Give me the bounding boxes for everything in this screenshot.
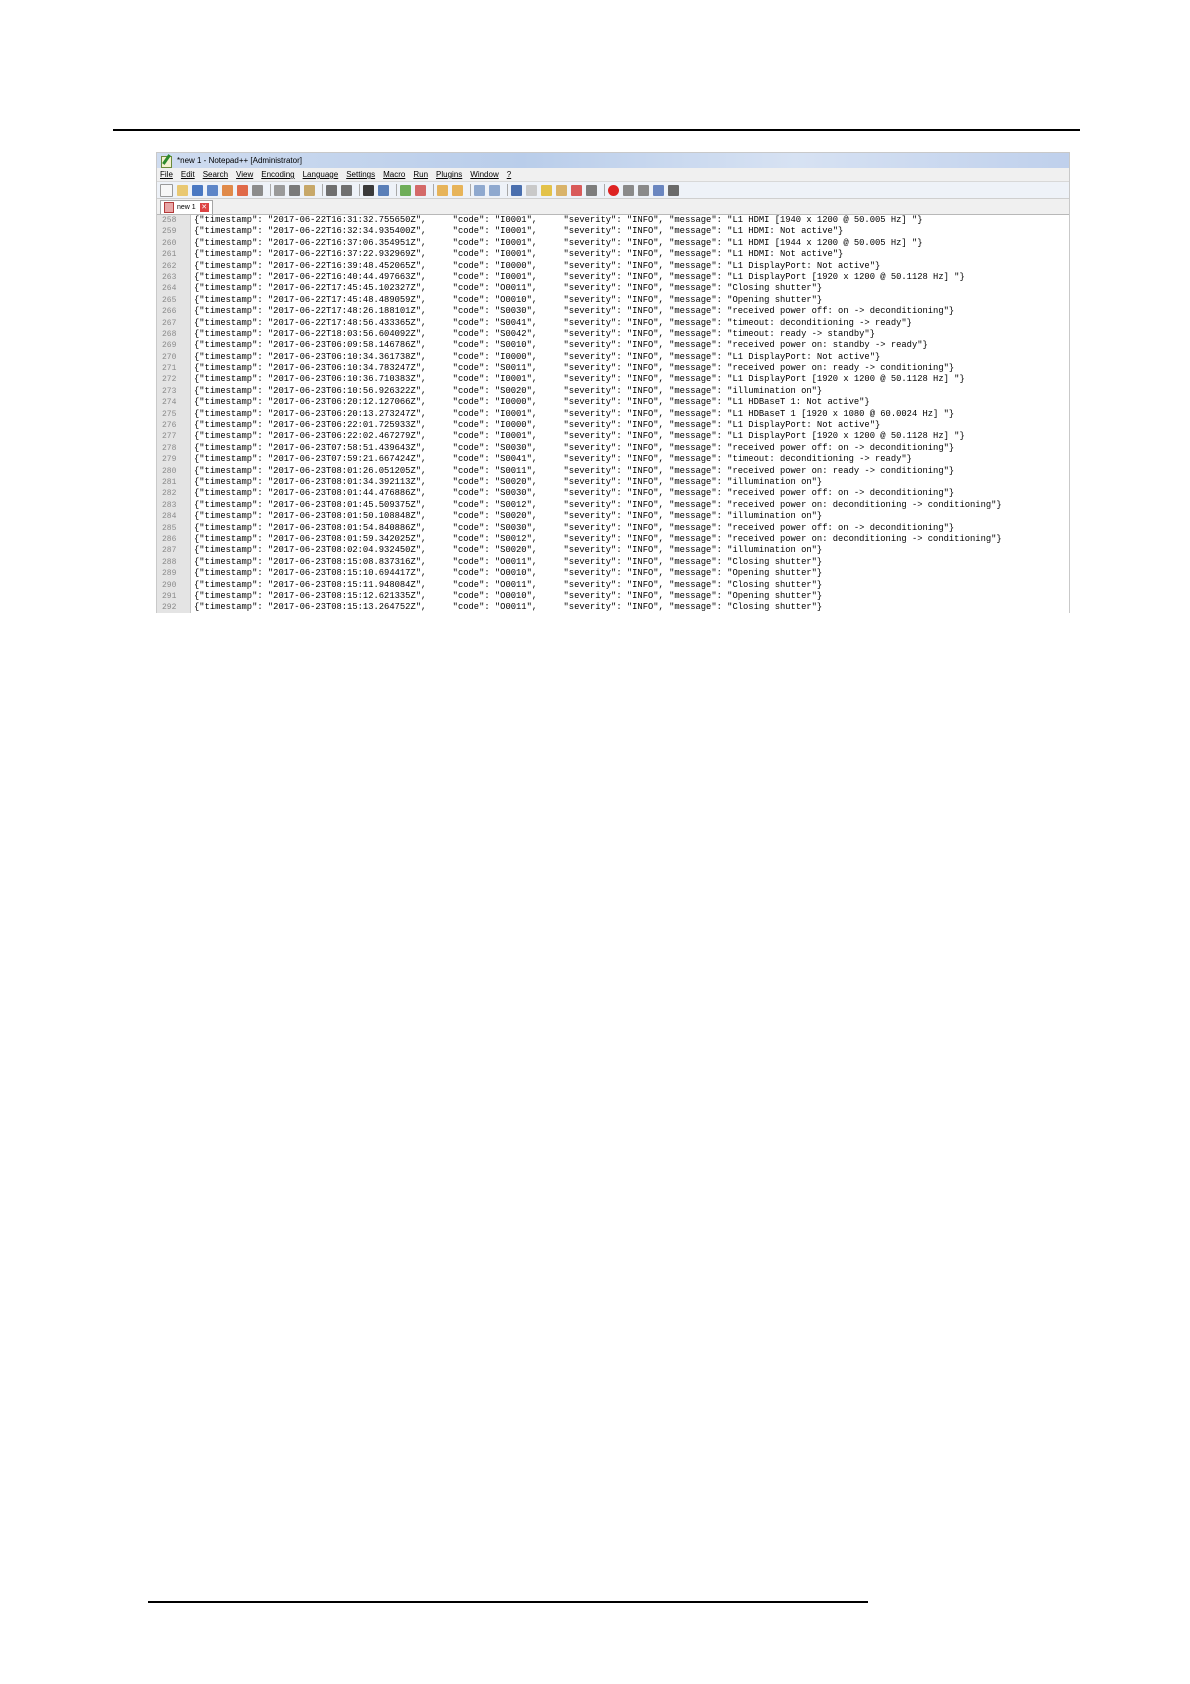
code-line[interactable]: {"timestamp": "2017-06-22T16:40:44.497663Z", "code": "I0001", "severity": "INFO", "message": "L1 DisplayPort [1920 x 1200 @ 50.1128 Hz] "} <box>194 271 965 282</box>
line-number: 260 <box>162 238 177 248</box>
sync-vertical-icon[interactable] <box>437 185 448 196</box>
line-number: 265 <box>162 295 177 305</box>
copy-icon[interactable] <box>289 185 300 196</box>
replace-icon[interactable] <box>378 185 389 196</box>
title-bar <box>157 153 1069 168</box>
close-all-icon[interactable] <box>237 185 248 196</box>
show-all-characters-icon[interactable] <box>489 185 500 196</box>
redo-icon[interactable] <box>341 185 352 196</box>
line-number: 285 <box>162 523 177 533</box>
code-line[interactable]: {"timestamp": "2017-06-22T17:48:26.188101Z", "code": "S0030", "severity": "INFO", "message": "received power off: on -> deconditioning"} <box>194 306 955 317</box>
line-number: 269 <box>162 341 177 351</box>
menu-language[interactable]: Language <box>302 170 339 179</box>
toolbar-separator <box>359 184 360 196</box>
line-number: 262 <box>162 261 177 271</box>
open-file-icon[interactable] <box>177 185 188 196</box>
line-number: 290 <box>162 580 177 590</box>
user-language-icon[interactable] <box>526 185 537 196</box>
line-number: 271 <box>162 364 177 374</box>
line-number: 274 <box>162 398 177 408</box>
line-number: 283 <box>162 500 177 510</box>
code-line[interactable]: {"timestamp": "2017-06-22T16:32:34.935400Z", "code": "I0001", "severity": "INFO", "message": "L1 HDMI: Not active"} <box>194 226 844 237</box>
line-number: 281 <box>162 477 177 487</box>
code-line[interactable]: {"timestamp": "2017-06-22T18:03:56.604092Z", "code": "S0042", "severity": "INFO", "message": "timeout: ready -> standby"} <box>194 328 875 339</box>
line-number: 258 <box>162 216 177 225</box>
menu-help[interactable]: ? <box>506 170 512 179</box>
code-line[interactable]: {"timestamp": "2017-06-23T08:02:04.932450Z", "code": "S0020", "severity": "INFO", "message": "illumination on"} <box>194 545 823 556</box>
code-line[interactable]: {"timestamp": "2017-06-23T08:15:13.264752Z", "code": "O0011", "severity": "INFO", "message": "Closing shutter"} <box>194 602 823 613</box>
line-number: 264 <box>162 284 177 294</box>
find-icon[interactable] <box>363 185 374 196</box>
code-line[interactable]: {"timestamp": "2017-06-23T06:10:36.710383Z", "code": "I0001", "severity": "INFO", "message": "L1 DisplayPort [1920 x 1200 @ 50.1128 Hz] "} <box>194 374 965 385</box>
menu-search[interactable]: Search <box>202 170 229 179</box>
code-line[interactable]: {"timestamp": "2017-06-23T06:22:02.467279Z", "code": "I0001", "severity": "INFO", "message": "L1 DisplayPort [1920 x 1200 @ 50.1128 Hz] "} <box>194 431 965 442</box>
line-number: 284 <box>162 512 177 522</box>
cut-icon[interactable] <box>274 185 285 196</box>
tab-bar <box>157 199 1069 215</box>
line-number: 276 <box>162 421 177 431</box>
toolbar-separator <box>433 184 434 196</box>
code-line[interactable]: {"timestamp": "2017-06-22T17:45:45.102327Z", "code": "O0011", "severity": "INFO", "message": "Closing shutter"} <box>194 283 823 294</box>
code-line[interactable]: {"timestamp": "2017-06-23T08:15:12.621335Z", "code": "O0010", "severity": "INFO", "message": "Opening shutter"} <box>194 590 823 601</box>
code-line[interactable]: {"timestamp": "2017-06-23T08:01:44.476886Z", "code": "S0030", "severity": "INFO", "message": "received power off: on -> deconditioning"} <box>194 488 955 499</box>
zoom-in-icon[interactable] <box>400 185 411 196</box>
line-number: 267 <box>162 318 177 328</box>
print-icon[interactable] <box>252 185 263 196</box>
code-line[interactable]: {"timestamp": "2017-06-23T08:01:26.051205Z", "code": "S0011", "severity": "INFO", "message": "received power on: ready -> conditioning"} <box>194 465 955 476</box>
zoom-out-icon[interactable] <box>415 185 426 196</box>
undo-icon[interactable] <box>326 185 337 196</box>
toolbar-separator <box>270 184 271 196</box>
line-number: 286 <box>162 534 177 544</box>
close-icon[interactable]: ✕ <box>201 203 208 211</box>
save-icon[interactable] <box>192 185 203 196</box>
line-number: 282 <box>162 489 177 499</box>
code-line[interactable]: {"timestamp": "2017-06-23T07:59:21.667424Z", "code": "S0041", "severity": "INFO", "message": "timeout: deconditioning -> ready"} <box>194 454 912 465</box>
code-line[interactable]: {"timestamp": "2017-06-22T17:45:48.489059Z", "code": "O0010", "severity": "INFO", "message": "Opening shutter"} <box>194 294 823 305</box>
menu-encoding[interactable]: Encoding <box>261 170 295 179</box>
editor-area[interactable] <box>157 215 1069 613</box>
code-line[interactable]: {"timestamp": "2017-06-23T06:10:34.783247Z", "code": "S0011", "severity": "INFO", "message": "received power on: ready -> conditioning"} <box>194 363 955 374</box>
line-number: 275 <box>162 409 177 419</box>
line-number: 279 <box>162 455 177 465</box>
document-map-icon[interactable] <box>541 185 552 196</box>
line-number: 266 <box>162 307 177 317</box>
menu-macro[interactable]: Macro <box>383 170 406 179</box>
menu-file[interactable]: File <box>160 170 173 179</box>
line-number: 261 <box>162 250 177 260</box>
line-number: 272 <box>162 375 177 385</box>
menu-settings[interactable]: Settings <box>346 170 376 179</box>
line-number: 280 <box>162 466 177 476</box>
line-number: 268 <box>162 329 177 339</box>
line-number: 273 <box>162 386 177 396</box>
word-wrap-icon[interactable] <box>474 185 485 196</box>
code-line[interactable]: {"timestamp": "2017-06-23T08:01:54.840886Z", "code": "S0030", "severity": "INFO", "message": "received power off: on -> deconditioning"} <box>194 522 955 533</box>
code-line[interactable]: {"timestamp": "2017-06-23T08:01:59.342025Z", "code": "S0012", "severity": "INFO", "message": "received power on: deconditioning -> conditioning"} <box>194 533 1002 544</box>
line-number: 259 <box>162 227 177 237</box>
toolbar-separator <box>470 184 471 196</box>
function-list-icon[interactable] <box>556 185 567 196</box>
menu-plugins[interactable]: Plugins <box>436 170 463 179</box>
line-number: 263 <box>162 272 177 282</box>
indent-guide-icon[interactable] <box>511 185 522 196</box>
code-line[interactable]: {"timestamp": "2017-06-23T08:15:11.948084Z", "code": "O0011", "severity": "INFO", "message": "Closing shutter"} <box>194 579 823 590</box>
notepad-plus-plus-icon <box>160 155 173 167</box>
code-line[interactable]: {"timestamp": "2017-06-23T06:10:34.361738Z", "code": "I0000", "severity": "INFO", "message": "L1 DisplayPort: Not active"} <box>194 351 881 362</box>
menu-window[interactable]: Window <box>470 170 499 179</box>
playback-macro-icon[interactable] <box>638 185 649 196</box>
code-line[interactable]: {"timestamp": "2017-06-22T16:39:48.452065Z", "code": "I0000", "severity": "INFO", "message": "L1 DisplayPort: Not active"} <box>194 260 881 271</box>
code-line[interactable]: {"timestamp": "2017-06-23T07:58:51.439643Z", "code": "S0030", "severity": "INFO", "message": "received power off: on -> deconditioning"} <box>194 442 955 453</box>
code-line[interactable]: {"timestamp": "2017-06-23T08:01:34.392113Z", "code": "S0020", "severity": "INFO", "message": "illumination on"} <box>194 476 823 487</box>
sync-horizontal-icon[interactable] <box>452 185 463 196</box>
toolbar-separator <box>396 184 397 196</box>
paste-icon[interactable] <box>304 185 315 196</box>
text-content[interactable] <box>191 215 1069 613</box>
code-line[interactable]: {"timestamp": "2017-06-23T06:20:12.127066Z", "code": "I0000", "severity": "INFO", "message": "L1 HDBaseT 1: Not active"} <box>194 397 870 408</box>
new-file-icon[interactable] <box>160 184 173 197</box>
notepad-window <box>156 152 1070 613</box>
code-line[interactable]: {"timestamp": "2017-06-22T16:31:32.755650Z", "code": "I0001", "severity": "INFO", "message": "L1 HDMI [1940 x 1200 @ 50.005 Hz] "} <box>194 215 923 225</box>
folder-as-workspace-icon[interactable] <box>571 185 582 196</box>
menu-edit[interactable]: Edit <box>180 170 195 179</box>
line-number: 270 <box>162 352 177 362</box>
record-macro-icon[interactable] <box>608 185 619 196</box>
toolbar-separator <box>322 184 323 196</box>
save-all-icon[interactable] <box>207 185 218 196</box>
menu-bar <box>157 168 1069 182</box>
code-line[interactable]: {"timestamp": "2017-06-23T08:01:45.509375Z", "code": "S0012", "severity": "INFO", "message": "received power on: deconditioning -> conditioning"} <box>194 499 1002 510</box>
code-line[interactable]: {"timestamp": "2017-06-23T06:22:01.725933Z", "code": "I0000", "severity": "INFO", "message": "L1 DisplayPort: Not active"} <box>194 420 881 431</box>
toolbar <box>157 182 1069 199</box>
line-number-gutter <box>157 215 191 613</box>
line-number: 278 <box>162 443 177 453</box>
code-line[interactable]: {"timestamp": "2017-06-23T08:15:08.837316Z", "code": "O0011", "severity": "INFO", "message": "Closing shutter"} <box>194 556 823 567</box>
tab-new-1[interactable] <box>160 200 213 214</box>
close-file-icon[interactable] <box>222 185 233 196</box>
run-macro-multiple-icon[interactable] <box>653 185 664 196</box>
code-line[interactable]: {"timestamp": "2017-06-23T06:09:58.146786Z", "code": "S0010", "severity": "INFO", "message": "received power on: standby -> ready"} <box>194 340 928 351</box>
stop-recording-icon[interactable] <box>623 185 634 196</box>
monitoring-icon[interactable] <box>586 185 597 196</box>
window-title: *new 1 - Notepad++ [Administrator] <box>177 156 302 165</box>
code-line[interactable]: {"timestamp": "2017-06-23T06:10:56.926322Z", "code": "S0020", "severity": "INFO", "message": "illumination on"} <box>194 385 823 396</box>
toolbar-separator <box>604 184 605 196</box>
line-number: 277 <box>162 432 177 442</box>
page-footer-rule <box>148 1601 868 1603</box>
line-number: 289 <box>162 569 177 579</box>
unsaved-document-icon <box>164 202 174 213</box>
code-line[interactable]: {"timestamp": "2017-06-22T16:37:22.932969Z", "code": "I0001", "severity": "INFO", "message": "L1 HDMI: Not active"} <box>194 249 844 260</box>
save-macro-icon[interactable] <box>668 185 679 196</box>
toolbar-separator <box>507 184 508 196</box>
menu-run[interactable]: Run <box>413 170 429 179</box>
page-header-rule <box>113 129 1080 131</box>
code-line[interactable]: {"timestamp": "2017-06-22T16:37:06.354951Z", "code": "I0001", "severity": "INFO", "message": "L1 HDMI [1944 x 1200 @ 50.005 Hz] "} <box>194 237 923 248</box>
code-line[interactable]: {"timestamp": "2017-06-22T17:48:56.433365Z", "code": "S0041", "severity": "INFO", "message": "timeout: deconditioning -> ready"} <box>194 317 912 328</box>
menu-view[interactable]: View <box>236 170 254 179</box>
line-number: 291 <box>162 591 177 601</box>
line-number: 292 <box>162 603 177 613</box>
code-line[interactable]: {"timestamp": "2017-06-23T08:01:50.108848Z", "code": "S0020", "severity": "INFO", "message": "illumination on"} <box>194 511 823 522</box>
line-number: 288 <box>162 557 177 567</box>
tab-label: new 1 <box>177 204 196 211</box>
line-number: 287 <box>162 546 177 556</box>
code-line[interactable]: {"timestamp": "2017-06-23T06:20:13.273247Z", "code": "I0001", "severity": "INFO", "message": "L1 HDBaseT 1 [1920 x 1080 @ 60.0024 Hz] "} <box>194 408 955 419</box>
code-line[interactable]: {"timestamp": "2017-06-23T08:15:10.694417Z", "code": "O0010", "severity": "INFO", "message": "Opening shutter"} <box>194 568 823 579</box>
